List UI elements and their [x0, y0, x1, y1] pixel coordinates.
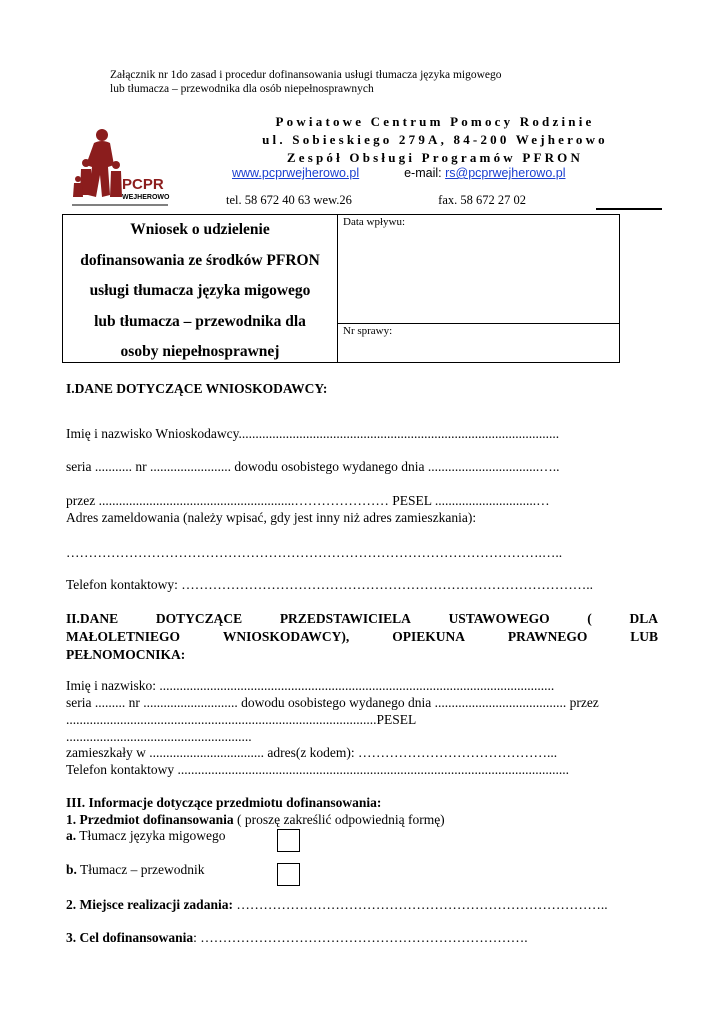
- representative-id-line[interactable]: seria ......... nr ............................ dowodu osobistego wydanego dnia ....................................... przez: [66, 695, 599, 710]
- option-b-row: [66, 862, 204, 878]
- place-field[interactable]: ………………………………………………………………………..: [232, 897, 608, 912]
- org-address: ul. Sobieskiego 279A, 84-200 Wejherowo: [262, 132, 608, 147]
- representative-name-line[interactable]: Imię i nazwisko: .....................................................................................................................: [66, 678, 555, 693]
- purpose-label: 3. Cel dofinansowania: [66, 930, 194, 945]
- fax-number: fax. 58 672 27 02: [438, 193, 527, 207]
- option-a-label: Tłumacz języka migowego: [76, 828, 226, 843]
- address-label: Adres zameldowania (należy wpisać, gdy jest inny niż adres zamieszkania):: [66, 510, 477, 525]
- attachment-note: [110, 68, 502, 96]
- website-link[interactable]: www.pcprwejherowo.pl: [232, 166, 360, 180]
- tel-number: tel. 58 672 40 63 wew.26: [226, 193, 352, 207]
- pcpr-logo: [72, 125, 172, 210]
- form-title-line-1: Wniosek o udzielenie: [130, 221, 270, 238]
- case-number-label: Nr sprawy:: [343, 325, 393, 337]
- form-title: [63, 215, 338, 362]
- section2-heading-line-1: II.DANE DOTYCZĄCE PRZEDSTAWICIELA USTAWOWEGO ( DLA: [66, 611, 659, 626]
- place-label: 2. Miejsce realizacji zadania:: [66, 897, 233, 912]
- representative-pesel-line[interactable]: ............................................................................................PESEL: [66, 712, 417, 727]
- header-rule: [596, 208, 662, 210]
- section2-heading: [66, 610, 658, 664]
- section3-heading: III. Informacje dotyczące przedmiotu dofinansowania:: [66, 795, 382, 810]
- representative-phone-line[interactable]: Telefon kontaktowy ....................................................................................................................: [66, 762, 570, 777]
- email-label: e-mail:: [404, 166, 442, 180]
- logo-text-main: PCPR: [122, 176, 164, 193]
- form-title-line-5: osoby niepełnosprawnej: [120, 343, 280, 360]
- email-link[interactable]: rs@pcprwejherowo.pl: [445, 166, 566, 180]
- logo-text-sub: WEJHEROWO: [122, 194, 170, 201]
- org-team: Zespół Obsługi Programów PFRON: [286, 150, 584, 165]
- form-title-line-4: lub tłumacza – przewodnika dla: [94, 312, 306, 330]
- representative-pesel-value[interactable]: .......................................................: [66, 729, 252, 744]
- option-b-checkbox[interactable]: [277, 863, 300, 886]
- section2-heading-line-3: PEŁNOMOCNIKA:: [66, 647, 186, 662]
- applicant-id-line[interactable]: seria ........... nr ........................ dowodu osobistego wydanego dnia .................................…..: [66, 459, 560, 474]
- received-date-field[interactable]: [338, 215, 619, 324]
- option-a-checkbox[interactable]: [277, 829, 300, 852]
- applicant-issued-pesel-line[interactable]: przez ..........................................................………………… PESEL ..............................…: [66, 493, 550, 508]
- title-box: [62, 214, 620, 363]
- subject-hint: ( proszę zakreślić odpowiednią formę): [233, 812, 445, 827]
- section2-heading-line-2: MAŁOLETNIEGO WNIOSKODAWCY), OPIEKUNA PRAWNEGO LUB: [66, 629, 659, 644]
- attachment-line-1: Załącznik nr 1do zasad i procedur dofinansowania usługi tłumacza języka migowego: [110, 69, 502, 81]
- received-date-label: Data wpływu:: [343, 216, 406, 228]
- purpose-row: [66, 930, 528, 946]
- option-b-letter: b.: [66, 862, 77, 877]
- applicant-name-line[interactable]: Imię i nazwisko Wnioskodawcy...............................................................................................: [66, 426, 560, 441]
- applicant-phone-line[interactable]: Telefon kontaktowy: ………………………………………………………………………………..: [66, 577, 594, 592]
- case-number-field[interactable]: [338, 324, 619, 362]
- section1-heading: I.DANE DOTYCZĄCE WNIOSKODAWCY:: [66, 381, 328, 396]
- phone-fax: [226, 193, 526, 208]
- subject-label: 1. Przedmiot dofinansowania: [66, 812, 234, 827]
- option-a-row: [66, 828, 225, 844]
- attachment-line-2: lub tłumacza – przewodnika dla osób niepełnosprawnych: [110, 83, 374, 95]
- purpose-field[interactable]: : ……………………………………………………………….: [193, 930, 528, 945]
- subject-line: [66, 812, 445, 828]
- address-line[interactable]: …………………………………………………………………………………………….…..: [66, 545, 563, 560]
- form-title-line-2: dofinansowania ze środków PFRON: [80, 251, 320, 269]
- representative-residence-line[interactable]: zamieszkały w .................................. adres(z kodem): ……………………………………...: [66, 745, 558, 760]
- form-title-line-3: usługi tłumacza języka migowego: [89, 282, 311, 299]
- contact-links: [232, 166, 565, 180]
- place-row: [66, 897, 608, 913]
- option-a-letter: a.: [66, 828, 77, 843]
- org-name: Powiatowe Centrum Pomocy Rodzinie: [275, 114, 595, 129]
- option-b-label: Tłumacz – przewodnik: [76, 862, 205, 877]
